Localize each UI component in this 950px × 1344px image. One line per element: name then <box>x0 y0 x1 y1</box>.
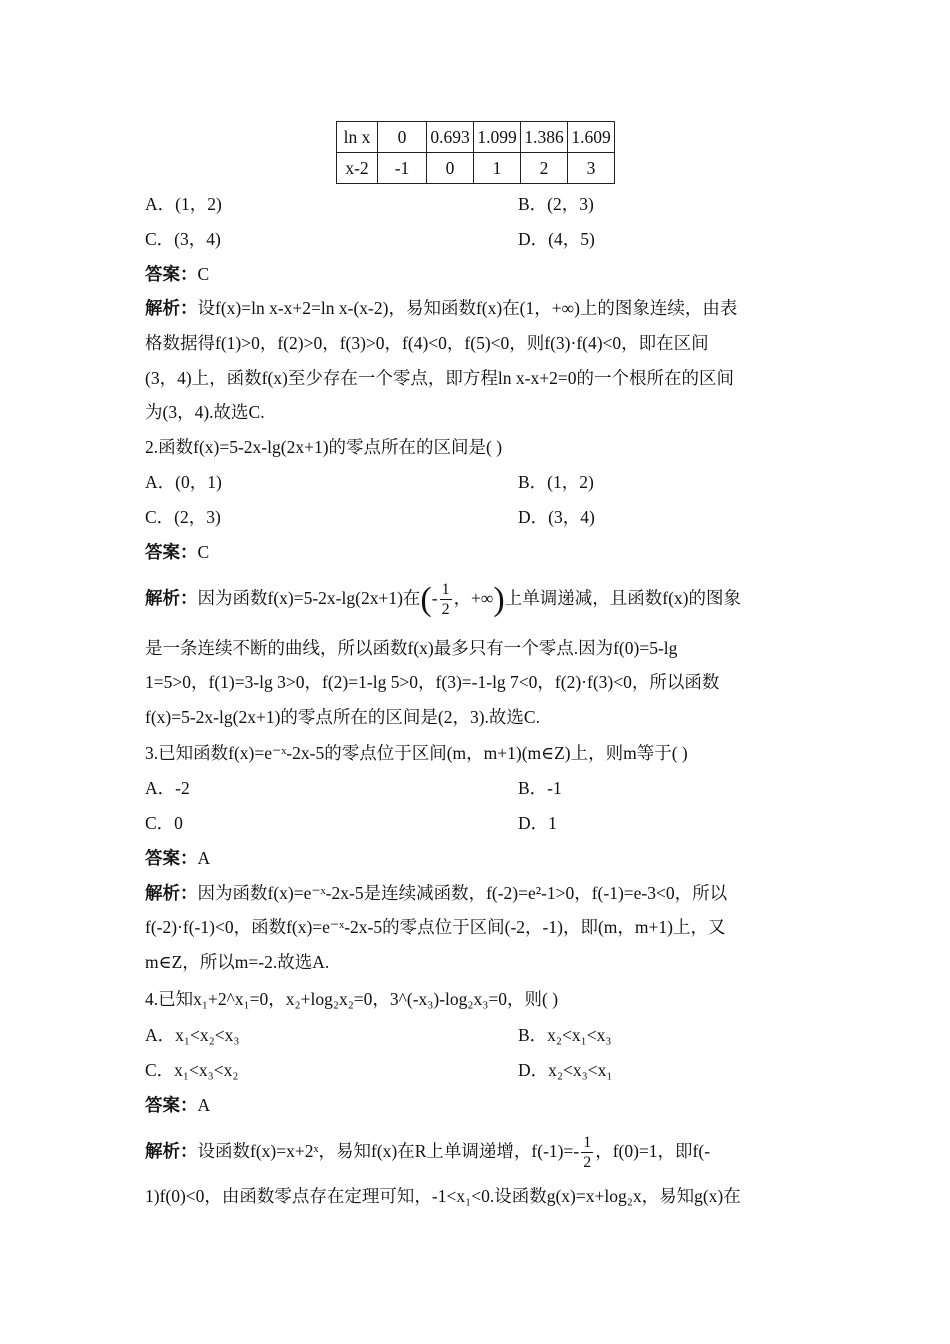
table-cell: 1.099 <box>474 122 521 153</box>
option-c: C．(2，3) <box>145 507 221 527</box>
analysis-line: 是一条连续不断的曲线，所以函数f(x)最多只有一个零点.因为f(0)=5-lg <box>145 638 678 658</box>
answer-value: C <box>197 542 210 562</box>
analysis-text: 因为函数f(x)=5-2x-lg(2x+1)在 <box>197 588 421 608</box>
table-cell: 2 <box>521 153 568 184</box>
analysis-line: (3，4)上，函数f(x)至少存在一个零点，即方程ln x-x+2=0的一个根所在的区间 <box>145 368 734 388</box>
option-c: C．0 <box>145 813 183 833</box>
value-table <box>336 121 615 184</box>
analysis-line <box>145 881 727 905</box>
option-b: B．-1 <box>518 778 562 798</box>
analysis-label: 解析： <box>145 298 198 318</box>
answer-line <box>145 540 209 564</box>
analysis-line: 格数据得f(1)>0，f(2)>0，f(3)>0，f(4)<0，f(5)<0，则f(3)·f(4)<0，即在区间 <box>145 333 709 353</box>
analysis-text: 设f(x)=ln x-x+2=ln x-(x-2)，易知函数f(x)在(1，+∞)上的图象连续，由表 <box>197 298 738 318</box>
close-paren-icon: ) <box>493 580 505 618</box>
analysis-line: 1)f(0)<0，由函数零点存在定理可知，-1<x₁<0.设函数g(x)=x+log₂x，易知g(x)在 <box>145 1186 741 1206</box>
table-cell: 0 <box>378 122 427 153</box>
table-cell: x-2 <box>337 153 378 184</box>
option-d: D．1 <box>518 813 557 833</box>
option-d: D．(3，4) <box>518 507 595 527</box>
fraction-denominator: 2 <box>441 601 450 619</box>
table-row <box>337 122 615 153</box>
analysis-label: 解析： <box>145 588 198 608</box>
analysis-label: 解析： <box>145 1141 198 1161</box>
option-a: A．x₁<x₂<x₃ <box>145 1025 240 1045</box>
option-a: A．(1，2) <box>145 194 222 214</box>
answer-line <box>145 846 210 870</box>
table-row <box>337 153 615 184</box>
fraction-numerator: 1 <box>583 1134 592 1152</box>
option-c: C．(3，4) <box>145 229 221 249</box>
answer-value: A <box>197 1095 211 1115</box>
table-cell: -1 <box>378 153 427 184</box>
table-cell: 3 <box>568 153 615 184</box>
analysis-line <box>145 1128 710 1174</box>
option-a: A．(0，1) <box>145 472 222 492</box>
analysis-text: 上单调递减，且函数f(x)的图象 <box>504 588 741 608</box>
answer-label: 答案： <box>145 1095 198 1115</box>
interval-tail: ，+∞ <box>453 588 494 608</box>
table-cell: 1 <box>474 153 521 184</box>
analysis-label: 解析： <box>145 883 198 903</box>
answer-line <box>145 1093 210 1117</box>
analysis-line <box>145 296 737 320</box>
question-stem: 2.函数f(x)=5-2x-lg(2x+1)的零点所在的区间是( ) <box>145 437 503 457</box>
analysis-line: f(-2)·f(-1)<0，函数f(x)=e⁻ˣ-2x-5的零点位于区间(-2，-1)，即(m，m+1)上，又 <box>145 917 726 937</box>
answer-label: 答案： <box>145 542 198 562</box>
option-b: B．x₂<x₁<x₃ <box>518 1025 612 1045</box>
answer-label: 答案： <box>145 848 198 868</box>
answer-value: A <box>197 848 211 868</box>
option-a: A．-2 <box>145 778 190 798</box>
fraction-denominator: 2 <box>583 1154 592 1172</box>
table-cell: 0.693 <box>427 122 474 153</box>
option-b: B．(1，2) <box>518 472 594 492</box>
analysis-line <box>145 575 741 621</box>
question-stem: 3.已知函数f(x)=e⁻ˣ-2x-5的零点位于区间(m，m+1)(m∈Z)上，则m等于( ) <box>145 743 688 763</box>
answer-value: C <box>197 264 210 284</box>
table-cell: 1.386 <box>521 122 568 153</box>
analysis-line: m∈Z，所以m=-2.故选A. <box>145 952 330 972</box>
open-paren-icon: ( <box>420 580 432 618</box>
answer-line <box>145 262 209 286</box>
option-d: D．x₂<x₃<x₁ <box>518 1060 613 1080</box>
analysis-text: 因为函数f(x)=e⁻ˣ-2x-5是连续减函数，f(-2)=e²-1>0，f(-1)=e-3<0，所以 <box>197 883 728 903</box>
table-cell: ln x <box>337 122 378 153</box>
table-cell: 1.609 <box>568 122 615 153</box>
analysis-line: 1=5>0，f(1)=3-lg 3>0，f(2)=1-lg 5>0，f(3)=-1-lg 7<0，f(2)·f(3)<0，所以函数 <box>145 672 720 692</box>
option-d: D．(4，5) <box>518 229 595 249</box>
fraction <box>581 1133 593 1172</box>
fraction-sign: - <box>431 588 438 608</box>
fraction-numerator: 1 <box>441 581 450 599</box>
fraction <box>440 580 452 619</box>
answer-label: 答案： <box>145 264 198 284</box>
option-c: C．x₁<x₃<x₂ <box>145 1060 239 1080</box>
analysis-line: f(x)=5-2x-lg(2x+1)的零点所在的区间是(2，3).故选C. <box>145 707 540 727</box>
analysis-text: 设函数f(x)=x+2ˣ，易知f(x)在R上单调递增，f(-1)=- <box>197 1141 580 1161</box>
question-stem: 4.已知x₁+2^x₁=0，x₂+log₂x₂=0，3^(-x₃)-log₂x₃=0，则( ) <box>145 989 559 1009</box>
option-b: B．(2，3) <box>518 194 594 214</box>
analysis-line: 为(3，4).故选C. <box>145 402 265 422</box>
analysis-text: ，f(0)=1，即f(- <box>595 1141 711 1161</box>
table-cell: 0 <box>427 153 474 184</box>
